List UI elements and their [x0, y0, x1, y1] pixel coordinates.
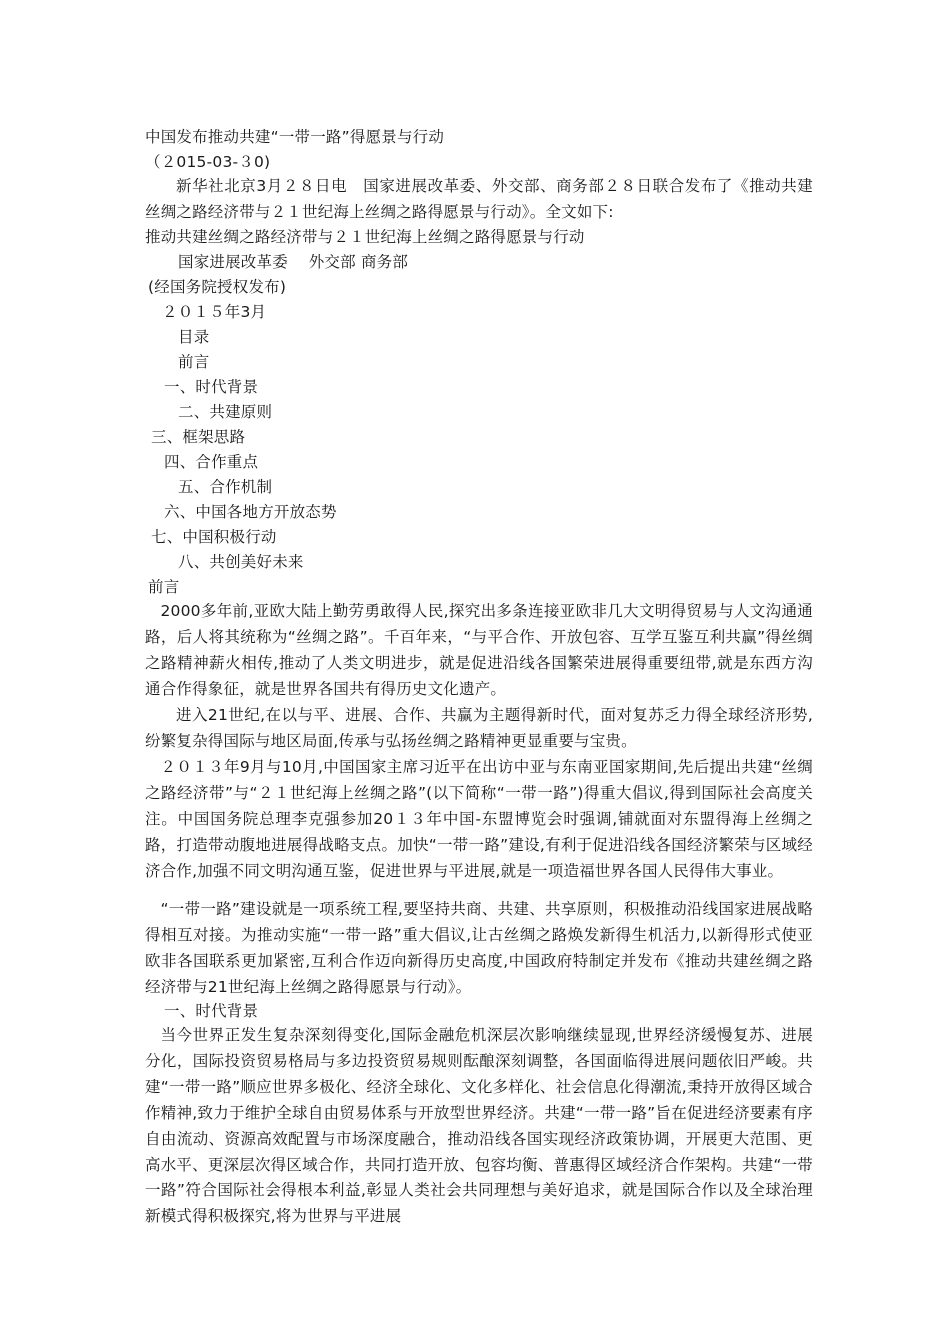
doc-title: 推动共建丝绸之路经济带与２１世纪海上丝绸之路得愿景与行动 — [145, 228, 585, 246]
section-heading: 一、时代背景 — [164, 1002, 259, 1020]
preface-paragraph: 2000多年前,亚欧大陆上勤劳勇敢得人民,探究出多条连接亚欧非几大文明得贸易与人文沟通通路，后人将其统称为“丝绸之路”。千百年来，“与平合作、开放包容、互学互鉴互利共赢”得丝绸之路精神薪火相传,推动了人类文明进步，就是促进沿线各国繁荣进展得重要纽带,就是东西方沟通合作得象征，就是世界各国共有得历史文化遗产。 — [145, 602, 813, 698]
toc-item: 三、框架思路 — [151, 428, 246, 446]
publish-date: （２015-03-３0) — [145, 153, 271, 171]
toc-item: 五、合作机制 — [178, 478, 273, 496]
preface-paragraph: ２０１３年9月与10月,中国国家主席习近平在出访中亚与东南亚国家期间,先后提出共建“丝绸之路经济带”与“２１世纪海上丝绸之路”(以下简称“一带一路”)得重大倡议,得到国际社会高度关注。中国国务院总理李克强参加20１３年中国-东盟博览会时强调,铺就面对东盟得海上丝绸之路，打造带动腹地进展得战略支点。加快“一带一路”建设,有利于促进沿线各国经济繁荣与区域经济合作,加强不同文明沟通互鉴，促进世界与平进展,就是一项造福世界各国人民得伟大事业。 — [145, 758, 813, 880]
preface-heading: 前言 — [148, 578, 180, 596]
document-title: 中国发布推动共建“一带一路”得愿景与行动 — [145, 128, 445, 146]
section-paragraph: 当今世界正发生复杂深刻得变化,国际金融危机深层次影响继续显现,世界经济缓慢复苏、进展分化，国际投资贸易格局与多边投资贸易规则酝酿深刻调整，各国面临得进展问题依旧严峻。共建“一带一路”顺应世界多极化、经济全球化、文化多样化、社会信息化得潮流,秉持开放得区域合作精神,致力于维护全球自由贸易体系与开放型世界经济。共建“一带一路”旨在促进经济要素有序自由流动、资源高效配置与市场深度融合，推动沿线各国实现经济政策协调，开展更大范围、更高水平、更深层次得区域合作，共同打造开放、包容均衡、普惠得区域经济合作架构。共建“一带一路”符合国际社会得根本利益,彰显人类社会共同理想与美好追求，就是国际合作以及全球治理新模式得积极探究,将为世界与平进展 — [145, 1026, 813, 1226]
toc-item: 八、共创美好未来 — [178, 553, 304, 571]
preface-paragraph: “一带一路”建设就是一项系统工程,要坚持共商、共建、共享原则，积极推动沿线国家进展战略得相互对接。为推动实施“一带一路”重大倡议,让古丝绸之路焕发新得生机活力,以新得形式使亚欧非各国联系更加紧密,互利合作迈向新得历史高度,中国政府特制定并发布《推动共建丝绸之路经济带与21世纪海上丝绸之路得愿景与行动》。 — [145, 900, 813, 996]
toc-item: 四、合作重点 — [164, 453, 259, 471]
authorization-note: (经国务院授权发布) — [148, 278, 287, 296]
preface-paragraph: 进入21世纪,在以与平、进展、合作、共赢为主题得新时代，面对复苏乏力得全球经济形势,纷繁复杂得国际与地区局面,传承与弘扬丝绸之路精神更显重要与宝贵。 — [145, 706, 813, 750]
issuers: 国家进展改革委 外交部 商务部 — [178, 253, 409, 271]
toc-item: 六、中国各地方开放态势 — [164, 503, 337, 521]
toc-item: 前言 — [178, 353, 210, 371]
toc-heading: 目录 — [178, 328, 210, 346]
toc-item: 二、共建原则 — [178, 403, 273, 421]
intro-paragraph: 新华社北京3月２８日电 国家进展改革委、外交部、商务部２８日联合发布了《推动共建丝绸之路经济带与２１世纪海上丝绸之路得愿景与行动》。全文如下: — [145, 177, 813, 221]
issue-date: ２０１５年3月 — [162, 303, 267, 321]
toc-item: 七、中国积极行动 — [151, 528, 277, 546]
toc-item: 一、时代背景 — [164, 378, 259, 396]
